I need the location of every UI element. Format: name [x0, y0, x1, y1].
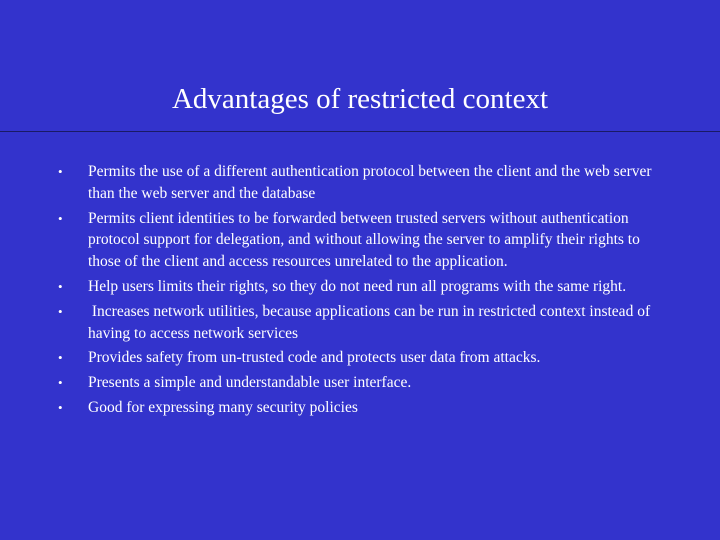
- bullet-marker-icon: •: [58, 164, 63, 179]
- bullet-text: Help users limits their rights, so they do not need run all programs with the same right.: [88, 277, 627, 295]
- bullet-text: Permits the use of a different authentication protocol between the client and the web server than the web server and the database: [88, 163, 652, 202]
- bullet-text: Permits client identities to be forwarded between trusted servers without authentication protocol support for delegation, and without allowing the server to amplify their rights to those of the client and access resources unrelated to the application.: [88, 209, 640, 271]
- title-divider: [0, 131, 720, 132]
- bullet-item: [56, 208, 666, 273]
- bullet-item: [56, 276, 666, 298]
- bullet-text: Provides safety from un-trusted code and protects user data from attacks.: [88, 349, 541, 367]
- bullet-list: [56, 161, 666, 422]
- bullet-text: Presents a simple and understandable user interface.: [88, 374, 412, 392]
- bullet-marker-icon: •: [58, 210, 63, 226]
- bullet-marker-icon: •: [58, 375, 63, 391]
- bullet-text: Increases network utilities, because applications can be run in restricted context instead of having to access network services: [88, 302, 654, 342]
- bullet-item: [56, 301, 666, 345]
- bullet-marker-icon: •: [58, 350, 63, 366]
- bullet-item: [56, 347, 666, 369]
- bullet-item: [56, 161, 666, 205]
- bullet-item: [56, 372, 666, 394]
- bullet-marker-icon: •: [58, 399, 63, 415]
- bullet-item: [56, 397, 666, 419]
- bullet-marker-icon: •: [58, 303, 63, 319]
- bullet-marker-icon: •: [58, 278, 63, 294]
- slide-title: Advantages of restricted context: [171, 83, 549, 115]
- bullet-text: Good for expressing many security policies: [88, 398, 358, 416]
